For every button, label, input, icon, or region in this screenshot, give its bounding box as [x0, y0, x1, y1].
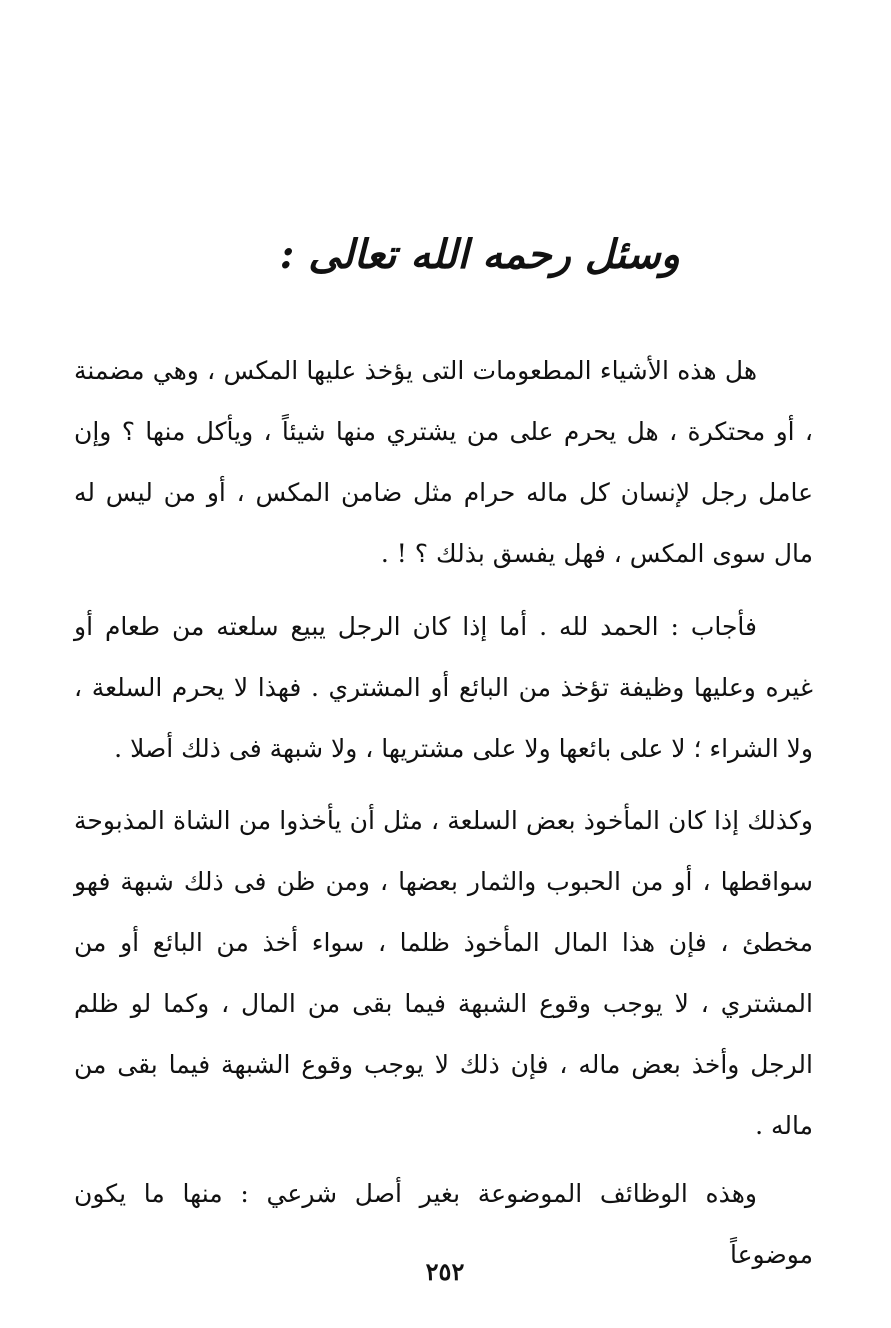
- answer-paragraph: [74, 596, 813, 779]
- paragraph-text: فأجاب : الحمد لله . أما إذا كان الرجل يبيع سلعته من طعام أو غيره وعليها وظيفة تؤخذ من البائع أو المشتري . فهذا لا يحرم السلعة ، ولا الشراء ؛ لا على بائعها ولا على مشتريها ، ولا شبهة فى ذلك أصلا .: [74, 612, 813, 763]
- page-number: ٢٥٢: [425, 1257, 465, 1286]
- paragraph-text: وكذلك إذا كان المأخوذ بعض السلعة ، مثل أن يأخذوا من الشاة المذبوحة سواقطها ، أو من الحبوب والثمار بعضها ، ومن ظن فى ذلك شبهة فهو مخطئ ، فإن هذا المال المأخوذ ظلما ، سواء أخذ من البائع أو من المشتري ، لا يوجب وقوع الشبهة فيما بقى من المال ، وكما لو ظلم الرجل وأخذ بعض ماله ، فإن ذلك لا يوجب وقوع الشبهة فيما بقى من ماله .: [74, 806, 813, 1140]
- explanation-paragraph: [74, 790, 813, 1156]
- paragraph-text: هل هذه الأشياء المطعومات التى يؤخذ عليها المكس ، وهي مضمنة ، أو محتكرة ، هل يحرم على من يشتري منها شيئاً ، ويأكل منها ؟ وإن عامل رجل لإنسان كل ماله حرام مثل ضامن المكس ، أو من ليس له مال سوى المكس ، فهل يفسق بذلك ؟ ! .: [74, 356, 813, 568]
- section-heading: وسئل رحمه الله تعالى :: [279, 231, 680, 278]
- paragraph-text: وهذه الوظائف الموضوعة بغير أصل شرعي : منها ما يكون موضوعاً: [74, 1179, 813, 1269]
- question-paragraph: [74, 340, 813, 584]
